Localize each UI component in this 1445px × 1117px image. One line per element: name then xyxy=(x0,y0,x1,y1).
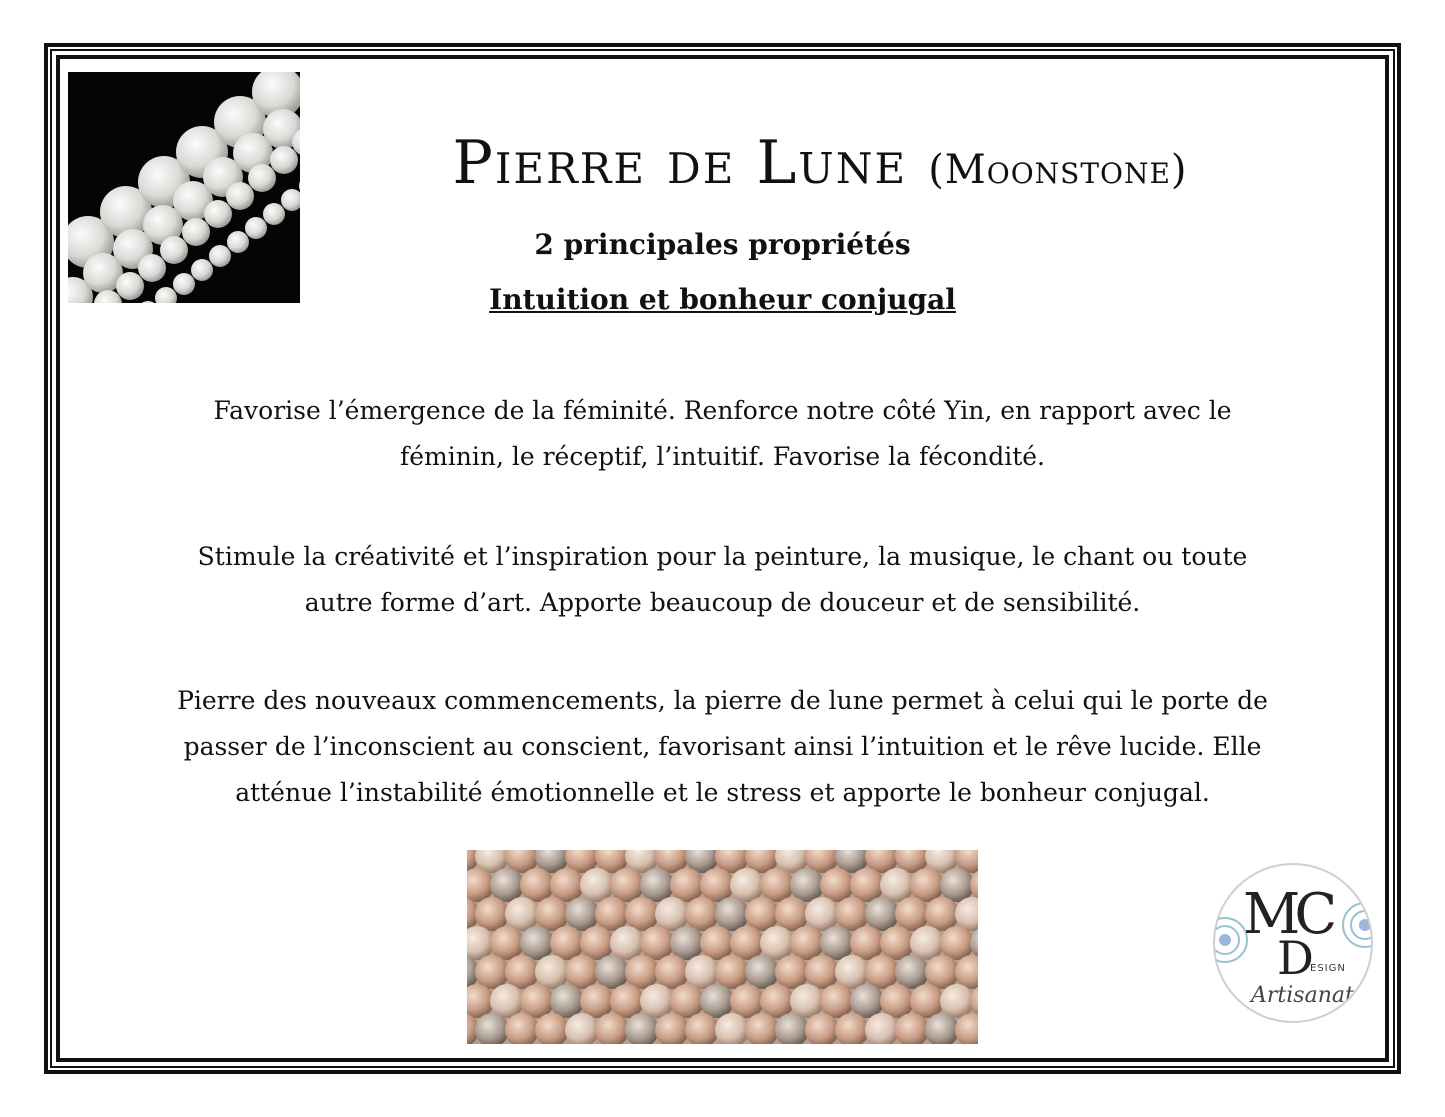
bead xyxy=(910,984,944,1018)
bead xyxy=(640,984,674,1018)
bead xyxy=(550,984,584,1018)
bead xyxy=(227,231,249,253)
logo-d-letter: D xyxy=(1277,931,1314,985)
bead xyxy=(805,955,839,989)
bead xyxy=(835,897,869,931)
paragraph-line: passer de l’inconscient au conscient, favorisant ainsi l’intuition et le rêve lucide. Elle xyxy=(183,732,1262,761)
bead xyxy=(155,287,177,303)
paragraph-creativity xyxy=(110,534,1335,626)
bead xyxy=(730,926,764,960)
bead xyxy=(760,926,794,960)
bead xyxy=(850,984,884,1018)
bead xyxy=(245,217,267,239)
bead xyxy=(835,955,869,989)
paragraph-line: Stimule la créativité et l’inspiration pour la peinture, la musique, le chant ou toute xyxy=(197,542,1248,571)
bead xyxy=(880,984,914,1018)
bead xyxy=(970,868,978,902)
bead xyxy=(281,189,300,211)
bead xyxy=(467,926,494,960)
bead xyxy=(640,868,674,902)
properties-summary: Intuition et bonheur conjugal xyxy=(489,283,956,316)
bead xyxy=(970,984,978,1018)
bead xyxy=(160,236,188,264)
bead xyxy=(595,955,629,989)
properties-heading: 2 principales propriétés xyxy=(534,228,911,261)
bead xyxy=(226,182,254,210)
paragraph-line: autre forme d’art. Apporte beaucoup de douceur et de sensibilité. xyxy=(304,588,1141,617)
bead xyxy=(490,984,524,1018)
bead xyxy=(580,868,614,902)
bead xyxy=(790,926,824,960)
bead xyxy=(490,868,524,902)
logo-esign-text: ESIGN xyxy=(1310,963,1346,974)
paragraph-femininity xyxy=(110,388,1335,480)
bead xyxy=(182,218,210,246)
bead xyxy=(820,984,854,1018)
bead xyxy=(805,897,839,931)
bead xyxy=(520,868,554,902)
bead xyxy=(475,955,509,989)
bead xyxy=(790,868,824,902)
bead xyxy=(730,868,764,902)
bead xyxy=(670,868,704,902)
bead xyxy=(505,897,539,931)
bead xyxy=(565,955,599,989)
bead xyxy=(640,926,674,960)
bead xyxy=(535,955,569,989)
page-title xyxy=(300,128,1340,205)
bead xyxy=(467,868,494,902)
bead xyxy=(535,897,569,931)
bead xyxy=(505,955,539,989)
bead xyxy=(565,897,599,931)
bead xyxy=(715,897,749,931)
bead xyxy=(745,955,779,989)
bead xyxy=(715,955,749,989)
bead xyxy=(204,200,232,228)
bead xyxy=(955,955,978,989)
peach-moonstone-beads-photo xyxy=(467,850,978,1044)
bead xyxy=(490,926,524,960)
peach-beads-graphic xyxy=(467,850,978,1044)
bead xyxy=(910,926,944,960)
bead xyxy=(263,203,285,225)
bead xyxy=(116,272,144,300)
bead xyxy=(520,984,554,1018)
bead xyxy=(940,984,974,1018)
bead xyxy=(670,926,704,960)
bead xyxy=(685,955,719,989)
bead xyxy=(760,868,794,902)
bead xyxy=(820,868,854,902)
bead xyxy=(940,868,974,902)
bead xyxy=(925,897,959,931)
bead xyxy=(820,926,854,960)
title-subtitle: (Moonstone) xyxy=(928,147,1188,193)
moonstone-beads-photo xyxy=(68,72,300,303)
title-main: Pierre de Lune xyxy=(452,128,908,198)
bead xyxy=(610,868,644,902)
bead xyxy=(700,868,734,902)
bead xyxy=(610,984,644,1018)
logo-artisanat-text: Artisanat xyxy=(1251,983,1354,1008)
bead xyxy=(910,868,944,902)
bead xyxy=(700,926,734,960)
bead xyxy=(955,897,978,931)
white-beads-graphic xyxy=(68,72,300,303)
bead xyxy=(191,259,213,281)
paragraph-line: Pierre des nouveaux commencements, la pierre de lune permet à celui qui le porte de xyxy=(177,686,1268,715)
bead xyxy=(138,254,166,282)
bead xyxy=(880,868,914,902)
bead xyxy=(745,897,779,931)
bead xyxy=(895,897,929,931)
paragraph-line: Favorise l’émergence de la féminité. Renforce notre côté Yin, en rapport avec le xyxy=(213,396,1232,425)
bead xyxy=(850,926,884,960)
bead xyxy=(790,984,824,1018)
bead xyxy=(775,955,809,989)
paragraph-line: atténue l’instabilité émotionnelle et le stress et apporte le bonheur conjugal. xyxy=(235,778,1210,807)
bead xyxy=(580,984,614,1018)
bead xyxy=(625,897,659,931)
bead xyxy=(685,897,719,931)
bead xyxy=(270,146,298,174)
paragraph-line: féminin, le réceptif, l’intuitif. Favorise la fécondité. xyxy=(400,442,1045,471)
bead xyxy=(655,955,689,989)
bead xyxy=(550,868,584,902)
bead xyxy=(970,926,978,960)
bead xyxy=(595,897,629,931)
bead xyxy=(610,926,644,960)
bead xyxy=(775,897,809,931)
bead xyxy=(475,897,509,931)
bead xyxy=(520,926,554,960)
bead xyxy=(625,955,659,989)
bead xyxy=(580,926,614,960)
logo-mc-letters: MC xyxy=(1243,882,1332,947)
paragraph-new-beginnings xyxy=(110,678,1335,816)
bead xyxy=(730,984,764,1018)
bead xyxy=(655,897,689,931)
bead xyxy=(880,926,914,960)
mc-design-logo xyxy=(1213,863,1373,1023)
bead xyxy=(850,868,884,902)
bead xyxy=(467,984,494,1018)
bead xyxy=(865,955,899,989)
bead xyxy=(550,926,584,960)
bead xyxy=(670,984,704,1018)
bead xyxy=(895,955,929,989)
bead xyxy=(700,984,734,1018)
bead xyxy=(173,273,195,295)
bead xyxy=(760,984,794,1018)
bead xyxy=(865,897,899,931)
bead xyxy=(925,955,959,989)
bead xyxy=(940,926,974,960)
bead xyxy=(248,164,276,192)
bead xyxy=(209,245,231,267)
